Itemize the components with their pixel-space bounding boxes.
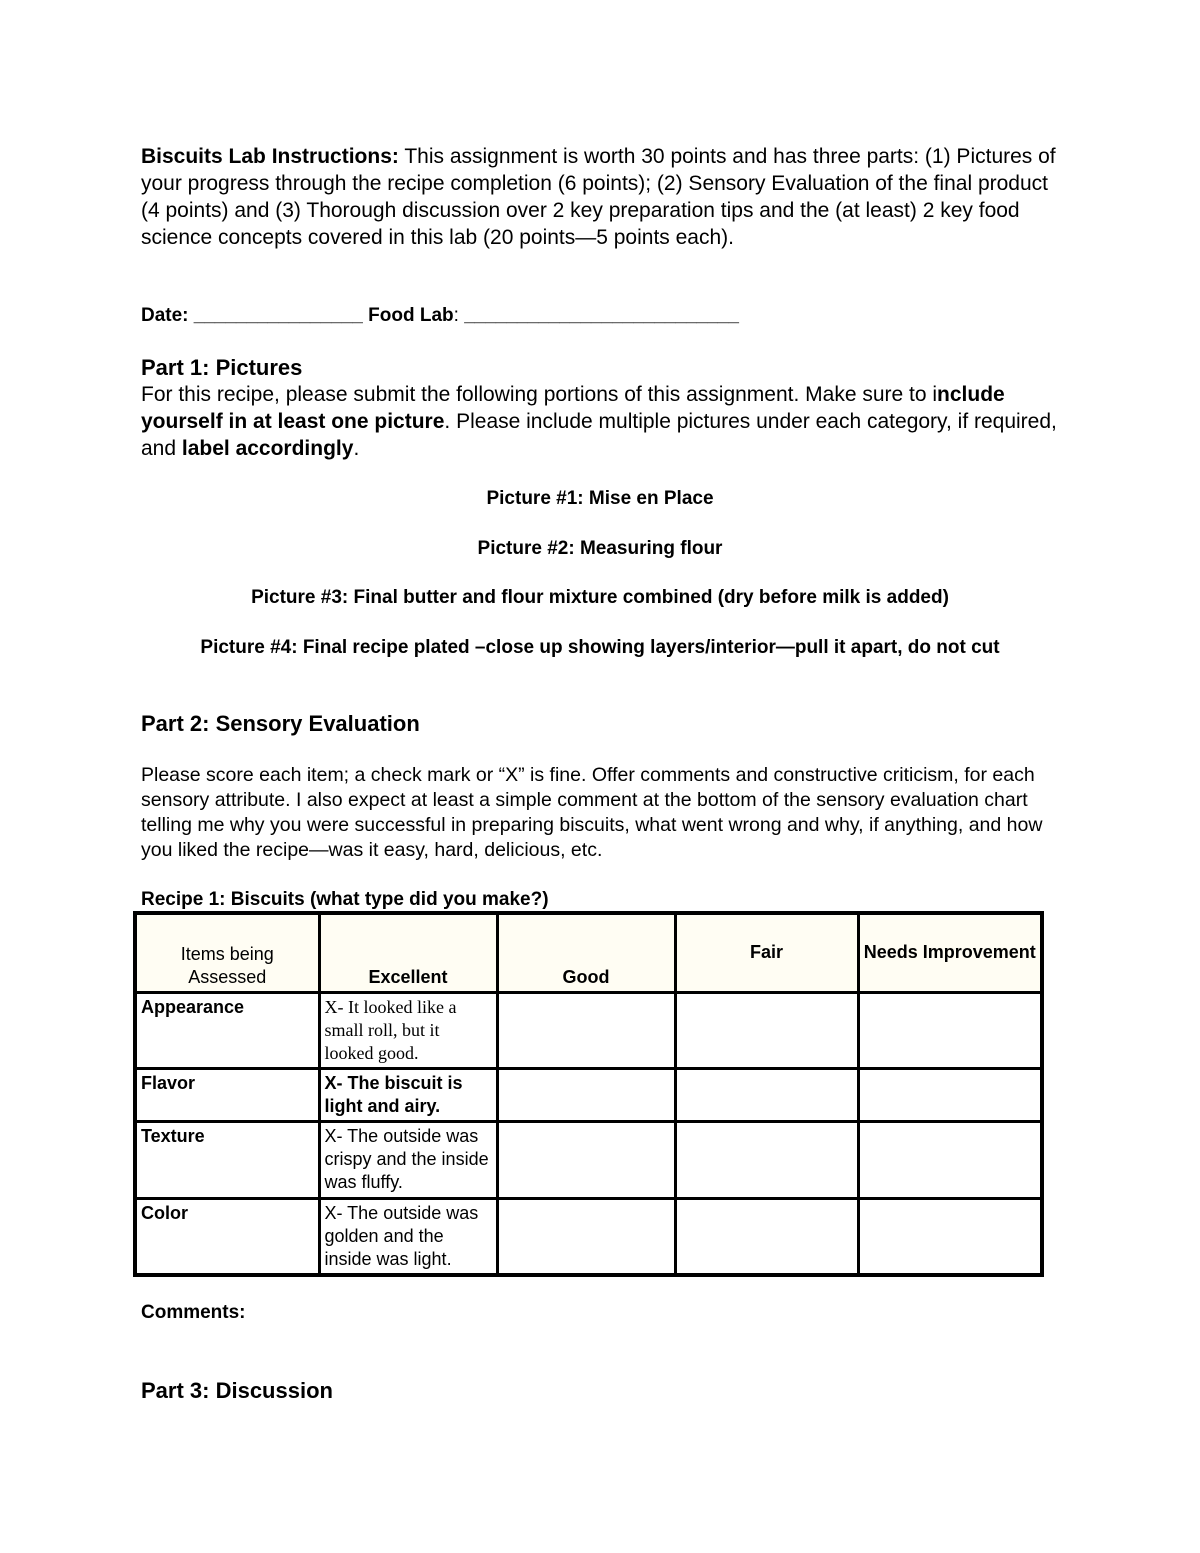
cell-needs-improvement[interactable] [858,1069,1042,1122]
cell-fair[interactable] [675,1122,858,1198]
cell-fair[interactable] [675,1069,858,1122]
cell-good[interactable] [497,1198,675,1275]
intro-text: This assignment is worth 30 points and has three parts: (1) Pictures of your progress through the recipe completion (6 points); (2) Sensory Evaluation of the final product (4 points) and (3) Thorough discussion over 2 key preparation tips and the (at least) 2 key food science concepts covered in this lab (20 points—5 points each). [141,145,1056,249]
picture-item-4: Picture #4: Final recipe plated –close up showing layers/interior—pull it apart, do not cut [200,637,1000,658]
header-fair: Fair [675,913,858,992]
intro-heading: Biscuits Lab Instructions: [141,145,399,168]
part1-text-emphasis-2: label accordingly [181,437,354,460]
part1-text-c: . Please include multiple pictures under each category, if required, and [141,410,1057,460]
header-items-assessed: Items being Assessed [135,913,319,992]
recipe-title: Recipe 1: Biscuits (what type did you make?) [141,889,549,910]
row-item-flavor: Flavor [135,1069,319,1122]
header-needs-improvement: Needs Improvement [858,913,1042,992]
cell-excellent[interactable]: X- The outside was golden and the inside was light. [319,1198,497,1275]
cell-good[interactable] [497,1122,675,1198]
cell-excellent[interactable]: X- The outside was crispy and the inside was fluffy. [319,1122,497,1198]
food-lab-field[interactable]: __________________________ [464,305,739,326]
cell-needs-improvement[interactable] [858,992,1042,1068]
food-lab-label: Food Lab [368,305,454,326]
cell-needs-improvement[interactable] [858,1198,1042,1275]
row-item-color: Color [135,1198,319,1275]
row-item-texture: Texture [135,1122,319,1198]
picture-item-1: Picture #1: Mise en Place [486,488,714,509]
table-row [135,992,1042,1068]
food-lab-colon: : [453,305,465,326]
date-food-lab-line [141,305,739,327]
part1-text-emphasis-1: nclude yourself in at least one picture [141,383,1005,433]
picture-item-3: Picture #3: Final butter and flour mixture combined (dry before milk is added) [251,587,949,608]
date-label: Date: [141,305,189,326]
part2-title: Part 2: Sensory Evaluation [141,711,420,736]
cell-excellent[interactable]: X- It looked like a small roll, but it looked good. [319,992,497,1068]
table-header-row [135,913,1042,992]
cell-fair[interactable] [675,992,858,1068]
comments-label: Comments: [141,1302,246,1323]
part2-instructions: Please score each item; a check mark or “X” is fine. Offer comments and constructive criticism, for each sensory attribute. I also expect at least a simple comment at the bottom of the sensory evaluation chart telling me why you were successful in preparing biscuits, what went wrong and why, if anything, and how you liked the recipe—was it easy, hard, delicious, etc. [141,764,1043,861]
cell-good[interactable] [497,1069,675,1122]
date-field[interactable]: ________________ [188,305,369,326]
part1-instructions [141,381,1066,462]
part1-text-e: . [353,437,360,460]
cell-needs-improvement[interactable] [858,1122,1042,1198]
part1-title: Part 1: Pictures [141,355,303,380]
part3-title: Part 3: Discussion [141,1378,333,1403]
row-item-appearance: Appearance [135,992,319,1068]
header-excellent: Excellent [319,913,497,992]
cell-fair[interactable] [675,1198,858,1275]
cell-good[interactable] [497,992,675,1068]
table-row [135,1198,1042,1275]
table-row [135,1122,1042,1198]
header-good: Good [497,913,675,992]
sensory-evaluation-table [133,911,1044,1277]
intro-paragraph [141,143,1066,251]
table-row [135,1069,1042,1122]
picture-item-2: Picture #2: Measuring flour [477,538,723,559]
cell-excellent[interactable]: X- The biscuit is light and airy. [319,1069,497,1122]
part1-text-a: For this recipe, please submit the following portions of this assignment. Make sure to i [141,383,938,406]
